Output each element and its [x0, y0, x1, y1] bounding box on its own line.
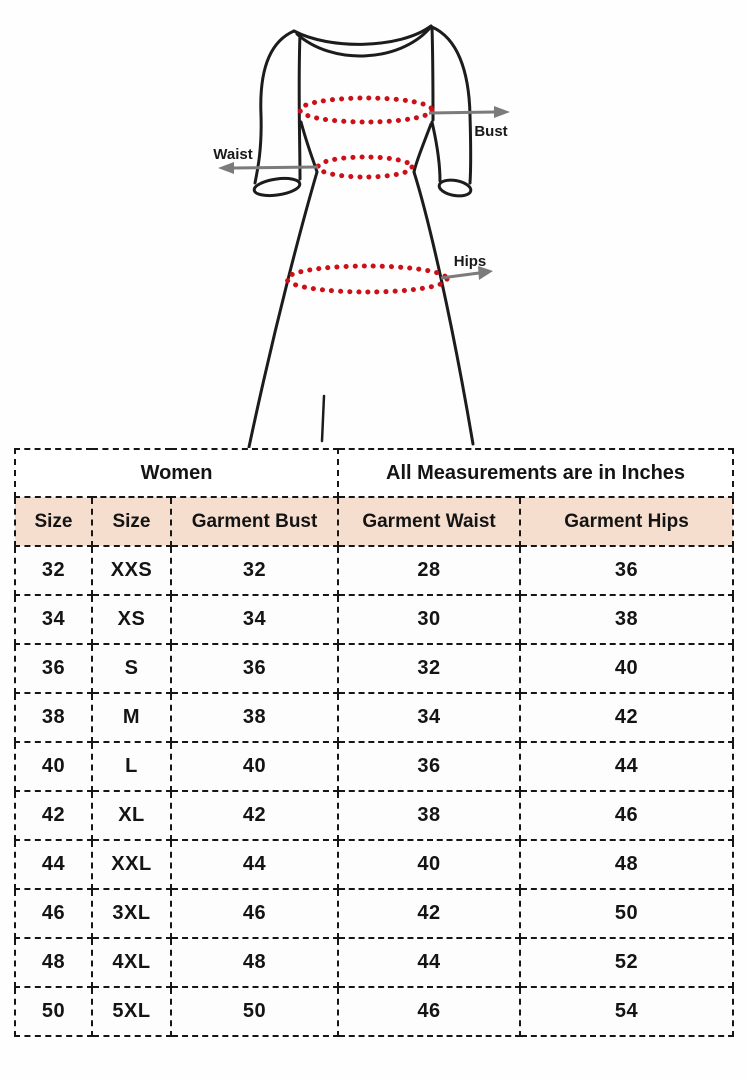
- cell-size-num: 48: [15, 938, 92, 987]
- cell-size-num: 44: [15, 840, 92, 889]
- cell-bust: 34: [171, 595, 338, 644]
- group-header-units: All Measurements are in Inches: [338, 449, 733, 497]
- table-row: [15, 791, 733, 840]
- table-row: [15, 693, 733, 742]
- cell-bust: 40: [171, 742, 338, 791]
- table-row: [15, 840, 733, 889]
- column-header-row: [15, 497, 733, 546]
- cell-size-label: M: [92, 693, 171, 742]
- group-header-women: Women: [15, 449, 338, 497]
- cell-hips: 38: [520, 595, 733, 644]
- bust-label: Bust: [474, 123, 508, 140]
- cell-size-num: 32: [15, 546, 92, 595]
- cell-waist: 44: [338, 938, 520, 987]
- cell-bust: 44: [171, 840, 338, 889]
- cell-size-label: 4XL: [92, 938, 171, 987]
- size-table: [14, 448, 734, 1037]
- cell-bust: 32: [171, 546, 338, 595]
- cell-size-num: 46: [15, 889, 92, 938]
- cell-hips: 40: [520, 644, 733, 693]
- col-header-garment-waist: Garment Waist: [338, 497, 520, 546]
- cell-waist: 32: [338, 644, 520, 693]
- waist-arrow: [218, 162, 318, 174]
- cell-bust: 42: [171, 791, 338, 840]
- col-header-size-numeric: Size: [15, 497, 92, 546]
- cell-waist: 38: [338, 791, 520, 840]
- table-row: [15, 938, 733, 987]
- cell-waist: 46: [338, 987, 520, 1036]
- cell-hips: 50: [520, 889, 733, 938]
- cell-waist: 42: [338, 889, 520, 938]
- cell-bust: 36: [171, 644, 338, 693]
- table-row: [15, 987, 733, 1036]
- table-row: [15, 595, 733, 644]
- cell-bust: 48: [171, 938, 338, 987]
- cell-hips: 36: [520, 546, 733, 595]
- cell-size-num: 40: [15, 742, 92, 791]
- cell-bust: 38: [171, 693, 338, 742]
- cell-waist: 28: [338, 546, 520, 595]
- hips-label: Hips: [453, 253, 487, 270]
- cell-bust: 46: [171, 889, 338, 938]
- dress-outline: [249, 26, 473, 447]
- cell-size-label: L: [92, 742, 171, 791]
- cell-size-label: 5XL: [92, 987, 171, 1036]
- cell-size-num: 50: [15, 987, 92, 1036]
- table-row: [15, 546, 733, 595]
- cell-size-label: XXL: [92, 840, 171, 889]
- col-header-garment-bust: Garment Bust: [171, 497, 338, 546]
- cell-hips: 52: [520, 938, 733, 987]
- waist-measure-ellipse: [318, 157, 412, 177]
- col-header-size-alpha: Size: [92, 497, 171, 546]
- waist-label: Waist: [213, 146, 253, 163]
- cell-size-num: 38: [15, 693, 92, 742]
- table-row: [15, 644, 733, 693]
- cell-waist: 34: [338, 693, 520, 742]
- cell-hips: 42: [520, 693, 733, 742]
- cell-size-label: 3XL: [92, 889, 171, 938]
- cell-hips: 46: [520, 791, 733, 840]
- cell-size-num: 36: [15, 644, 92, 693]
- table-row: [15, 742, 733, 791]
- cell-size-label: XL: [92, 791, 171, 840]
- cell-size-label: XXS: [92, 546, 171, 595]
- cell-bust: 50: [171, 987, 338, 1036]
- hips-measure-ellipse: [287, 266, 447, 292]
- garment-measurement-diagram: [0, 0, 746, 448]
- cell-waist: 40: [338, 840, 520, 889]
- cell-size-num: 42: [15, 791, 92, 840]
- cell-hips: 54: [520, 987, 733, 1036]
- table-row: [15, 889, 733, 938]
- group-header-row: [15, 449, 733, 497]
- cell-hips: 44: [520, 742, 733, 791]
- cell-waist: 30: [338, 595, 520, 644]
- cell-size-num: 34: [15, 595, 92, 644]
- cell-size-label: S: [92, 644, 171, 693]
- cell-waist: 36: [338, 742, 520, 791]
- cell-size-label: XS: [92, 595, 171, 644]
- col-header-garment-hips: Garment Hips: [520, 497, 733, 546]
- cell-hips: 48: [520, 840, 733, 889]
- bust-measure-ellipse: [300, 98, 432, 122]
